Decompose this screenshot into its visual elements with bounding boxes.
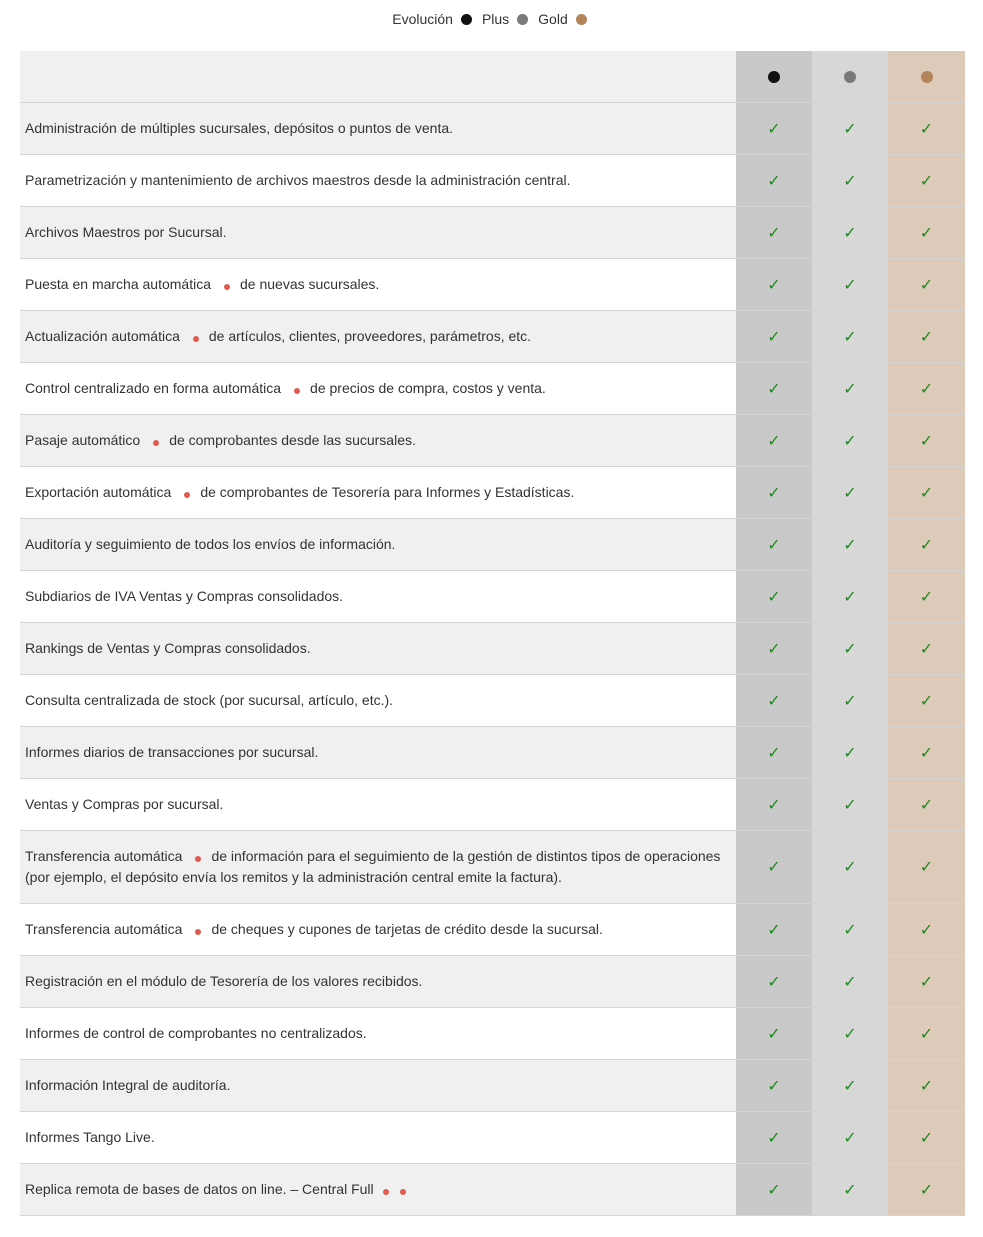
feature-text — [25, 690, 393, 711]
cell-evolucion — [736, 467, 812, 518]
legend-item — [482, 11, 538, 27]
cell-plus — [812, 1112, 888, 1163]
table-row — [20, 1164, 965, 1216]
legend-dot-icon — [576, 14, 587, 25]
feature-cell — [20, 207, 736, 258]
check-icon: ✓ — [767, 1023, 781, 1043]
feature-text — [25, 118, 453, 139]
check-icon: ✓ — [767, 222, 781, 242]
feature-text — [25, 430, 416, 451]
feature-label: Control centralizado en forma automática — [25, 380, 282, 396]
check-icon: ✓ — [919, 971, 934, 991]
check-icon: ✓ — [843, 586, 857, 606]
automatic-marker-icon — [153, 440, 159, 446]
check-icon: ✓ — [919, 430, 934, 450]
check-icon: ✓ — [843, 430, 857, 450]
cell-gold — [888, 623, 965, 674]
feature-label: Parametrización y mantenimiento de archivos maestros desde la administración central. — [25, 172, 571, 188]
feature-label: Informes de control de comprobantes no centralizados. — [25, 1025, 367, 1041]
table-row — [20, 675, 965, 727]
check-icon: ✓ — [767, 482, 781, 502]
table-row — [20, 904, 965, 956]
feature-cell — [20, 727, 736, 778]
cell-gold — [888, 467, 965, 518]
check-icon: ✓ — [843, 482, 857, 502]
feature-cell — [20, 363, 736, 414]
cell-evolucion — [736, 727, 812, 778]
cell-evolucion — [736, 519, 812, 570]
check-icon: ✓ — [767, 118, 781, 138]
feature-cell — [20, 779, 736, 830]
cell-gold — [888, 259, 965, 310]
cell-evolucion — [736, 415, 812, 466]
feature-label-continued: de comprobantes de Tesorería para Informes y Estadísticas. — [200, 484, 575, 500]
feature-text — [25, 534, 395, 555]
table-row — [20, 956, 965, 1008]
check-icon: ✓ — [767, 1179, 781, 1199]
check-icon: ✓ — [843, 638, 857, 658]
cell-evolucion — [736, 1008, 812, 1059]
feature-text — [25, 846, 730, 888]
check-icon: ✓ — [843, 326, 857, 346]
cell-plus — [812, 311, 888, 362]
automatic-marker-icon — [195, 929, 201, 935]
cell-plus — [812, 727, 888, 778]
cell-gold — [888, 779, 965, 830]
cell-plus — [812, 1008, 888, 1059]
check-icon: ✓ — [843, 378, 857, 398]
feature-cell — [20, 1112, 736, 1163]
feature-label: Exportación automática — [25, 484, 172, 500]
feature-label-continued: de artículos, clientes, proveedores, parámetros, etc. — [208, 328, 532, 344]
cell-gold — [888, 571, 965, 622]
check-icon: ✓ — [919, 326, 934, 346]
check-icon: ✓ — [919, 1127, 934, 1147]
feature-cell — [20, 623, 736, 674]
feature-label: Archivos Maestros por Sucursal. — [25, 224, 227, 240]
feature-label-continued: de información para el seguimiento de la gestión de distintos tipos de operaciones (por ejemplo, el depósito envía los remitos y la administración central emite la factura). — [25, 848, 721, 885]
plan-legend — [0, 11, 983, 27]
check-icon: ✓ — [843, 742, 857, 762]
feature-label: Ventas y Compras por sucursal. — [25, 796, 224, 812]
check-icon: ✓ — [767, 378, 781, 398]
table-row — [20, 415, 965, 467]
table-row — [20, 571, 965, 623]
feature-label: Actualización automática — [25, 328, 180, 344]
feature-label: Rankings de Ventas y Compras consolidados. — [25, 640, 311, 656]
header-evolucion — [736, 51, 812, 102]
check-icon: ✓ — [767, 638, 781, 658]
check-icon: ✓ — [843, 118, 857, 138]
table-header-row — [20, 51, 965, 103]
feature-text — [25, 222, 227, 243]
cell-evolucion — [736, 956, 812, 1007]
cell-plus — [812, 831, 888, 903]
legend-dot-icon — [461, 14, 472, 25]
feature-text — [25, 1023, 367, 1044]
feature-comparison-table — [20, 51, 965, 1216]
check-icon: ✓ — [843, 170, 857, 190]
cell-evolucion — [736, 1060, 812, 1111]
header-gold — [888, 51, 965, 102]
cell-gold — [888, 155, 965, 206]
cell-gold — [888, 207, 965, 258]
feature-text — [25, 170, 570, 191]
feature-cell — [20, 311, 736, 362]
feature-label: Administración de múltiples sucursales, depósitos o puntos de venta. — [25, 120, 454, 136]
table-row — [20, 311, 965, 363]
cell-plus — [812, 675, 888, 726]
check-icon: ✓ — [919, 742, 934, 762]
feature-text — [25, 274, 379, 295]
check-icon: ✓ — [767, 919, 781, 939]
check-icon: ✓ — [843, 857, 857, 876]
cell-evolucion — [736, 675, 812, 726]
cell-plus — [812, 415, 888, 466]
legend-dot-icon — [517, 14, 528, 25]
cell-plus — [812, 207, 888, 258]
table-row — [20, 519, 965, 571]
check-icon: ✓ — [767, 742, 781, 762]
check-icon: ✓ — [843, 534, 857, 554]
check-icon: ✓ — [767, 690, 781, 710]
gold-dot-icon — [921, 71, 933, 83]
feature-text — [25, 638, 311, 659]
feature-label-continued: de comprobantes desde las sucursales. — [169, 432, 416, 448]
cell-gold — [888, 956, 965, 1007]
table-row — [20, 259, 965, 311]
feature-label: Registración en el módulo de Tesorería de los valores recibidos. — [25, 973, 423, 989]
check-icon: ✓ — [919, 222, 934, 242]
table-row — [20, 155, 965, 207]
cell-plus — [812, 363, 888, 414]
feature-text — [25, 326, 531, 347]
feature-cell — [20, 1164, 736, 1215]
evolucion-dot-icon — [768, 71, 780, 83]
check-icon: ✓ — [919, 534, 934, 554]
feature-label-continued: de precios de compra, costos y venta. — [310, 380, 546, 396]
feature-label-continued: de nuevas sucursales. — [240, 276, 380, 292]
feature-cell — [20, 1060, 736, 1111]
check-icon: ✓ — [919, 919, 934, 939]
cell-plus — [812, 1164, 888, 1215]
cell-gold — [888, 904, 965, 955]
feature-label-continued: de cheques y cupones de tarjetas de crédito desde la sucursal. — [211, 921, 603, 937]
cell-gold — [888, 727, 965, 778]
cell-plus — [812, 623, 888, 674]
cell-plus — [812, 571, 888, 622]
feature-label: Informes diarios de transacciones por sucursal. — [25, 744, 319, 760]
table-row — [20, 831, 965, 904]
feature-text — [25, 919, 603, 940]
cell-plus — [812, 467, 888, 518]
check-icon: ✓ — [767, 971, 781, 991]
cell-gold — [888, 103, 965, 154]
table-row — [20, 623, 965, 675]
feature-text — [25, 482, 574, 503]
cell-gold — [888, 1008, 965, 1059]
feature-cell — [20, 415, 736, 466]
feature-label: Consulta centralizada de stock (por sucursal, artículo, etc.). — [25, 692, 394, 708]
check-icon: ✓ — [843, 690, 857, 710]
check-icon: ✓ — [919, 274, 934, 294]
check-icon: ✓ — [919, 378, 934, 398]
check-icon: ✓ — [767, 1075, 781, 1095]
feature-text — [25, 1179, 406, 1200]
cell-gold — [888, 519, 965, 570]
cell-plus — [812, 103, 888, 154]
cell-evolucion — [736, 1112, 812, 1163]
feature-label: Puesta en marcha automática — [25, 276, 211, 292]
feature-label: Pasaje automático — [25, 432, 141, 448]
check-icon: ✓ — [843, 1075, 857, 1095]
check-icon: ✓ — [919, 118, 934, 138]
automatic-marker-icon — [184, 492, 190, 498]
table-row — [20, 727, 965, 779]
feature-cell — [20, 259, 736, 310]
header-plus — [812, 51, 888, 102]
plus-dot-icon — [844, 71, 856, 83]
check-icon: ✓ — [843, 1127, 857, 1147]
feature-text — [25, 742, 318, 763]
cell-evolucion — [736, 779, 812, 830]
cell-gold — [888, 831, 965, 903]
table-row — [20, 1008, 965, 1060]
cell-plus — [812, 956, 888, 1007]
check-icon: ✓ — [843, 971, 857, 991]
check-icon: ✓ — [767, 857, 781, 876]
feature-text — [25, 1075, 230, 1096]
check-icon: ✓ — [767, 430, 781, 450]
table-row — [20, 779, 965, 831]
feature-text — [25, 378, 546, 399]
feature-cell — [20, 103, 736, 154]
check-icon: ✓ — [767, 170, 781, 190]
table-row — [20, 363, 965, 415]
table-row — [20, 467, 965, 519]
check-icon: ✓ — [843, 222, 857, 242]
check-icon: ✓ — [767, 794, 781, 814]
cell-plus — [812, 519, 888, 570]
cell-evolucion — [736, 103, 812, 154]
cell-gold — [888, 415, 965, 466]
check-icon: ✓ — [919, 482, 934, 502]
check-icon: ✓ — [919, 170, 934, 190]
check-icon: ✓ — [919, 586, 934, 606]
check-icon: ✓ — [767, 1127, 781, 1147]
check-icon: ✓ — [767, 274, 781, 294]
cell-gold — [888, 1164, 965, 1215]
feature-cell — [20, 904, 736, 955]
feature-cell — [20, 1008, 736, 1059]
cell-evolucion — [736, 904, 812, 955]
cell-evolucion — [736, 311, 812, 362]
cell-evolucion — [736, 259, 812, 310]
feature-cell — [20, 467, 736, 518]
feature-label: Replica remota de bases de datos on line. – Central Full — [25, 1181, 374, 1197]
legend-label: Gold — [538, 11, 568, 27]
automatic-marker-icon — [224, 284, 230, 290]
check-icon: ✓ — [767, 586, 781, 606]
table-row — [20, 1060, 965, 1112]
check-icon: ✓ — [919, 1023, 934, 1043]
feature-text — [25, 794, 223, 815]
automatic-marker-icon — [383, 1189, 389, 1195]
feature-label: Información Integral de auditoría. — [25, 1077, 231, 1093]
cell-plus — [812, 779, 888, 830]
table-row — [20, 207, 965, 259]
cell-evolucion — [736, 571, 812, 622]
check-icon: ✓ — [767, 534, 781, 554]
feature-text — [25, 971, 422, 992]
cell-gold — [888, 363, 965, 414]
feature-label: Transferencia automática — [25, 848, 183, 864]
cell-gold — [888, 1060, 965, 1111]
feature-cell — [20, 571, 736, 622]
feature-label: Subdiarios de IVA Ventas y Compras consolidados. — [25, 588, 344, 604]
check-icon: ✓ — [919, 1075, 934, 1095]
cell-evolucion — [736, 363, 812, 414]
feature-label: Auditoría y seguimiento de todos los envíos de información. — [25, 536, 396, 552]
check-icon: ✓ — [919, 638, 934, 658]
feature-label: Informes Tango Live. — [25, 1129, 155, 1145]
automatic-marker-icon — [195, 856, 201, 862]
cell-plus — [812, 904, 888, 955]
cell-plus — [812, 259, 888, 310]
check-icon: ✓ — [843, 794, 857, 814]
automatic-marker-icon — [294, 388, 300, 394]
check-icon: ✓ — [843, 1179, 857, 1199]
cell-evolucion — [736, 1164, 812, 1215]
cell-plus — [812, 1060, 888, 1111]
cell-plus — [812, 155, 888, 206]
automatic-marker-icon — [193, 336, 199, 342]
table-row — [20, 1112, 965, 1164]
legend-label: Evolución — [392, 11, 453, 27]
feature-cell — [20, 155, 736, 206]
feature-text — [25, 586, 343, 607]
feature-text — [25, 1127, 155, 1148]
check-icon: ✓ — [919, 857, 934, 876]
legend-label: Plus — [481, 11, 510, 27]
feature-label: Transferencia automática — [25, 921, 183, 937]
feature-cell — [20, 675, 736, 726]
check-icon: ✓ — [843, 1023, 857, 1043]
table-row — [20, 103, 965, 155]
check-icon: ✓ — [843, 274, 857, 294]
check-icon: ✓ — [919, 690, 934, 710]
header-feature-cell — [20, 51, 736, 102]
check-icon: ✓ — [919, 1179, 934, 1199]
check-icon: ✓ — [919, 794, 934, 814]
legend-item — [538, 11, 597, 27]
feature-cell — [20, 519, 736, 570]
cell-gold — [888, 1112, 965, 1163]
cell-evolucion — [736, 623, 812, 674]
check-icon: ✓ — [767, 326, 781, 346]
cell-evolucion — [736, 207, 812, 258]
check-icon: ✓ — [843, 919, 857, 939]
cell-gold — [888, 311, 965, 362]
cell-evolucion — [736, 155, 812, 206]
feature-cell — [20, 831, 736, 903]
cell-evolucion — [736, 831, 812, 903]
automatic-marker-icon — [400, 1189, 406, 1195]
cell-gold — [888, 675, 965, 726]
legend-item — [392, 11, 482, 27]
feature-cell — [20, 956, 736, 1007]
